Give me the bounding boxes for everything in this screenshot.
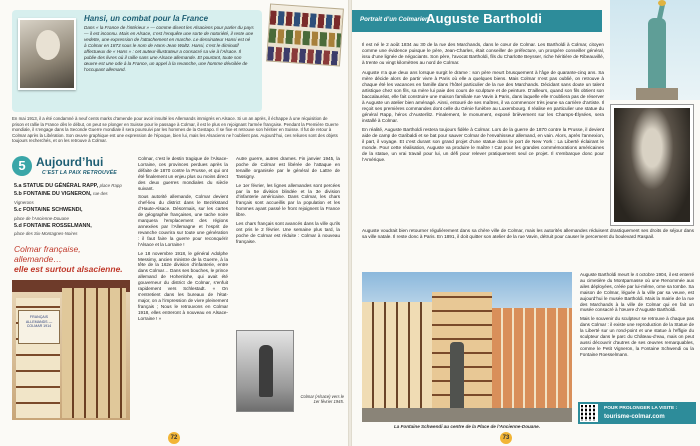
header-name: Auguste Bartholdi xyxy=(426,11,543,26)
hansi-illustration xyxy=(12,280,130,420)
illustration-sign: FRANÇAIS ALLEMANDS — COLMAR 1914 xyxy=(18,310,60,344)
paragraph: Mais le souvenir du sculpteur se retrouve à chaque pas dans Colmar : il existe une reproduction de la Statue de la Liberté sur un rond-point et une statue à l’effigie du sculpteur dans le parc du Château-d’eau, mais on peut aussi découvrir d’autres de ses œuvres remarquables, comme le Petit Vigneron, la Fontaine Schwendi ou la Fontaine Roesselmann. xyxy=(580,316,694,357)
visit-label: POUR PROLONGER LA VISITE : xyxy=(604,406,678,411)
intro-text: Dans « la France de l’intérieur » — comme disent les Alsaciens pour parler du pays — il est inconnu. Mais en Alsace, c’est l’enquête une sorte de notoriété, il reste une vedette, une expression de l’attachement en marche. Le dessinateur Hansi est né à Colmar en 1873 sous le nom de Hans-Jean Waltz. Hansi, c’est le diminutif affectueux de « Hans » : cet auteur-illustrateur a consacré sa vie à l’Alsace. Il publie des livres où il raille sans une Alsace allemande. Et pourtant, toute son œuvre est une ode à la France, un appel à la revanche, une homme dévoilée de l’occupant allemand. xyxy=(84,25,254,72)
list-item: 5.c FONTAINE SCHWENDI, place de l’Ancienne-Douane xyxy=(14,207,83,221)
photo-caption: Colmar (Alsace) vers le 1er février 1945. xyxy=(300,394,344,404)
quote-line-1: Colmar française, allemande… xyxy=(14,244,81,264)
photo-caption: La Fontaine Schwendi au centre de la Place de l’Ancienne-Douane. xyxy=(393,424,540,429)
places-list xyxy=(14,182,126,239)
qr-code-icon[interactable] xyxy=(580,404,598,422)
intro-caption: En mai 1913, il a été condamné à neuf cents marks d’amende pour avoir insulté les Allemands immigrés en Alsace. Si un an après, il échappe à une réquisition de prison et rallie la France dès le début, on peut se plonger en Suisse pour le passage à Colmar, il est le plus en rejoignant l’armée française. Pendant la Première Guerre mondiale, il s’engage dans la Seconde Guerre mondiale il sera poursuivi par les hommes de la Gestapo. Il se fixe et retrouve son héritier en Suisse. Il fut de retour à Colmar après la Libération. Son œuvre graphique est une expression de l’époque, bien lui, mais les Alsaciens ne l’oublient pas. Aujourd’hui, ces reliures sont des objets toujours recherchés, et on les retrouve à Colmar. xyxy=(12,116,339,144)
side-text xyxy=(580,272,694,361)
right-page xyxy=(352,0,700,446)
paragraph: Auguste n’a que deux ans lorsque surgit le drame : son père meurt brusquement à l’âge de quarante-cinq ans. Sa mère décide alors de partir vivre à Paris où elle a quelques biens. Mais Colmar n’est pas oublié, on retrouve à chaque été les vacances en famille dans l’hôtel particulier de la rue des Marchands. Décidant sans doute un talent artistique chez son fils, sa mère lui paie des cours de sculpture et de peinture. D’ailleurs, quand son fils obtient son baccalauréat, elle fait construire une maison familiale rue Vavin à Paris, dans laquelle elle n’oubliera pas de réserver à Auguste un atelier bien aménagé. Ainsi, entouré de ses maîtres, il va commencer très jeune sa carrière d’artiste. Il reçoit ses premières commandes dont celle du Génie funèbre au Luxembourg. Il réalise en particulier une statue du général Rapp, héros d’Austerlitz. Finalement, le monument, exposé brièvement sur les Champs-Élysées, sera installé à Colmar. xyxy=(362,69,604,123)
paragraph: Le 18 novembre 1918, le général Adolphe Messimy, ancien ministre de la Guerre, à la tête de la 162e division d’infanterie, entre dans Colmar… Dans ses bouches, le prince allemand de Hohenlohe, qui avait été gouverneur du district de Colmar, s’enfuit rapidement vers Schlestadt. « On s’entretient dans les bureaux de l’état-major, on a l’impression de vivre pleinement français ; Nous le retrouvons en Colmar 1918, elles entreront à nouveau en Alsace-Lorraine ! » xyxy=(138,250,228,321)
left-page xyxy=(0,0,348,446)
colmar-1945-photo xyxy=(236,330,294,412)
paragraph: Les chars français sont avancés dans la ville qu’ils ont pris le 2 février. Une semaine plus tard, la poche de Colmar est réduite : Colmar à nouveau française. xyxy=(236,221,340,244)
paragraph: Colmar, c’est le destin tragique de l’Alsace-Lorraine, ces provinces perdues après la défaite de 1870 contre la Prusse, et qui ont été finalement un enjeu plus ou moins direct des deux guerres mondiales du siècle suivant. xyxy=(138,156,228,191)
paragraph: Il est né le 2 août 1834 au 30 de la rue des Marchands, dans le cœur de Colmar. Les Bartholdi à Colmar, citoyen comme une évidence puisque le père, Jean-Charles, était conseiller de préfecture, un prospère conseiller général, issu d’une lignée de négociants. Son père, l’avocat Bartholdi, fils du Charlotte Beysser, riche héritière de Ribeauvillé, à trente ou vingt kilomètres au nord de Colmar. xyxy=(362,42,604,65)
hansi-portrait xyxy=(18,18,76,90)
section-title: Aujourd’hui xyxy=(36,155,104,169)
pull-quote xyxy=(14,244,130,274)
postcard-illustration xyxy=(266,3,344,66)
article-text xyxy=(362,42,604,167)
intro-title: Hansi, un combat pour la France xyxy=(84,14,209,23)
section-number: 5 xyxy=(12,156,32,176)
list-item: 5.a STATUE DU GÉNÉRAL RAPP, place Rapp xyxy=(14,183,122,189)
fontaine-schwendi-photo xyxy=(362,272,572,422)
section-subtitle: C’EST LA PAIX RETROUVÉE xyxy=(42,170,117,176)
paragraph: Autre guerre, autres drames. Fin janvier 1945, la poche de Colmar est libérée de l’attaque en tenaille organisée par le général de Lattre de Tassigny. xyxy=(236,156,340,179)
statue-of-liberty-image xyxy=(610,0,700,100)
list-item: 5.b FONTAINE DU VIGNERON, rue des Vignerons xyxy=(14,191,108,205)
text-column-2 xyxy=(236,156,340,248)
text-column-1 xyxy=(138,156,228,324)
page-number: 73 xyxy=(500,432,512,444)
lower-paragraph: Auguste voudrait bien retourner régulièrement dans sa chère ville de Colmar, mais les autorités allemandes réduisent drastiquement ses droits de séjour dans sa ville natale. Il reste donc à Paris. En 1891, il doit quitter son atelier de la rue Vavin, détruit pour causer le percement du boulevard Raspail. xyxy=(362,228,694,239)
quote-line-2: elle est surtout alsacienne. xyxy=(14,264,123,274)
paragraph: Le 1er février, les lignes allemandes sont percées par la 5e division blindée et la 3e division d’infanterie américaine. Dans Colmar, les chars français sont accueillis par la population et les hommes ayant passé le front rejoignent la France libre. xyxy=(236,182,340,218)
paragraph: Auguste Bartholdi meurt le 4 octobre 1904, il est enterré au cimetière du Montparnasse où une Renommée aux ailes déployées, créée par lui-même, orne sa tombe. Sa maison de Colmar, léguée à la ville par sa veuve, est aujourd’hui le musée Bartholdi. Mais la mairie de la rue des Marchands à la ville de Colmar qui en fait un musée consacré à l’œuvre d’Auguste Bartholdi. xyxy=(580,272,694,313)
list-item: 5.d FONTAINE ROSSELMANN, place des Six-Montagnes-Noires xyxy=(14,223,92,237)
paragraph: En réalité, Auguste Bartholdi restera toujours fidèle à Colmar. Lors de la guerre de 1870 contre la Prusse, il devient aide de camp de Garibaldi et se bat pour sauver Colmar de l’envahisseur allemand, en vain. Alors, après l’annexion, il part, il voyage. Et c’est durant son grand projet d’une statue dans le port de New York : La Liberté éclairant le monde. Pour cette réalisation, Auguste va produire le maître ! Car pour les grandes commémorations américaines de la statue, un vrai travail pour lui, un défi pour relever pratiquement seul ce projet. Il s’embarque donc pour l’Amérique. xyxy=(362,127,604,162)
bartholdi-portrait xyxy=(610,104,694,226)
visit-link[interactable]: tourisme-colmar.com xyxy=(604,414,665,420)
header-prefix: Portrait d’un Colmarien : xyxy=(360,16,433,23)
paragraph: Sous autorité allemande, Colmar devient chef-lieu du district dans le Bezirkstand d’Haute-Alsace. Désormais, sur les cartes de géographie françaises, une tache noire marquera l’emplacement des régions annexées par l’Allemagne et l’esprit de revanche couvrira sur toute une génération : il faut faire la guerre pour reconquérir l’Alsace et la Lorraine ! xyxy=(138,194,228,247)
page-number: 72 xyxy=(168,432,180,444)
